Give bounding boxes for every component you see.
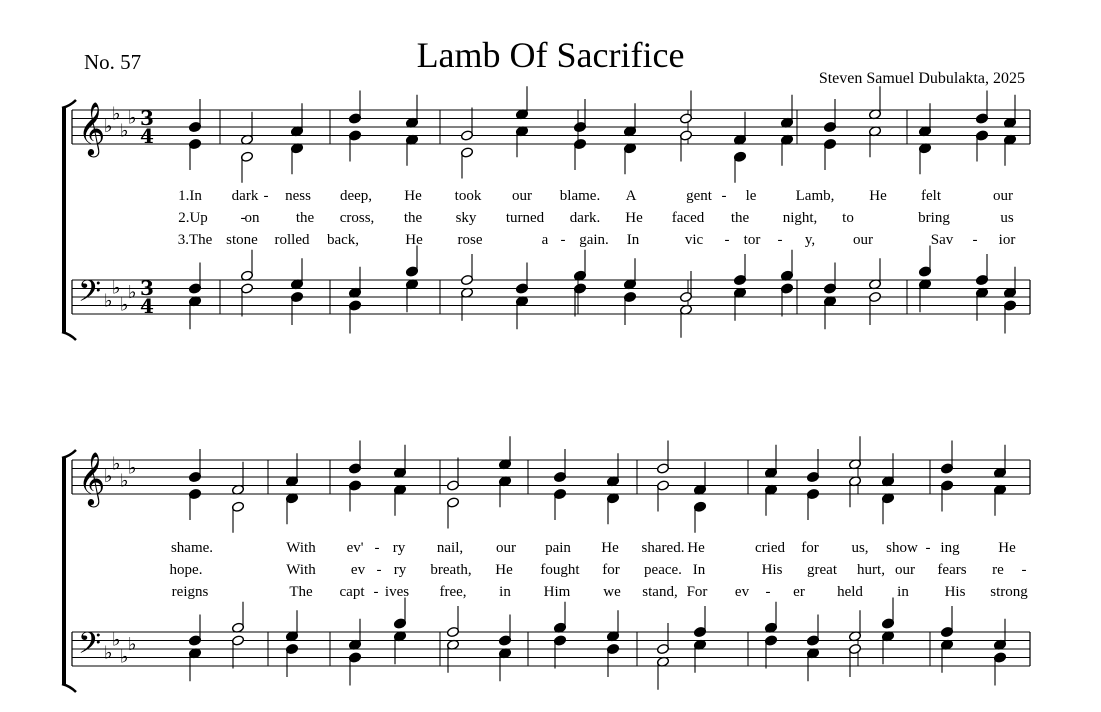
hymn-title: Lamb Of Sacrifice xyxy=(416,35,685,75)
lyric-syllable: A xyxy=(625,188,637,204)
lyric-syllable: in xyxy=(499,584,511,600)
verse-1-line-2 xyxy=(0,540,1101,560)
lyric-syllable: 1.In xyxy=(178,188,202,204)
lyric-syllable: He xyxy=(869,188,887,204)
lyric-syllable: ev xyxy=(734,584,750,600)
lyric-syllable: His xyxy=(761,562,783,578)
time-signature-bottom: 4 xyxy=(140,124,154,148)
lyric-syllable: He xyxy=(495,562,513,578)
flat-icon: ♭ xyxy=(112,103,121,125)
lyric-syllable: y, xyxy=(804,232,816,248)
lyric-hyphen: - xyxy=(925,540,931,556)
verse-2-line-1 xyxy=(0,210,1101,230)
lyric-syllable: ior xyxy=(998,232,1016,248)
lyric-syllable: ness xyxy=(285,188,311,204)
lyric-syllable: cried xyxy=(755,540,785,556)
lyric-syllable: blame. xyxy=(559,188,601,204)
flat-icon: ♭ xyxy=(128,457,137,479)
flat-icon: ♭ xyxy=(120,646,129,668)
lyric-hyphen: - xyxy=(972,232,978,248)
bracket-hook-top xyxy=(62,450,76,458)
lyric-syllable: nail, xyxy=(436,540,464,556)
lyric-hyphen: - xyxy=(240,210,246,226)
lyric-syllable: re xyxy=(992,562,1004,578)
lyric-syllable: deep, xyxy=(339,188,373,204)
lyric-syllable: gent xyxy=(686,188,712,204)
lyric-syllable: dark. xyxy=(569,210,601,226)
lyric-syllable: ives xyxy=(384,584,410,600)
bracket-hook-bottom xyxy=(62,332,76,340)
lyric-syllable: the xyxy=(730,210,750,226)
lyric-syllable: held xyxy=(837,584,863,600)
lyric-syllable: our xyxy=(853,232,873,248)
lyric-syllable: For xyxy=(686,584,708,600)
bass-staff xyxy=(72,598,1030,690)
lyric-syllable: With xyxy=(286,540,316,556)
flat-icon: ♭ xyxy=(104,466,113,487)
lyric-syllable: us xyxy=(1000,210,1014,226)
lyric-syllable: In xyxy=(692,562,706,578)
lyric-syllable: turned xyxy=(505,210,545,226)
verse-3-line-2 xyxy=(0,584,1101,604)
lyric-syllable: faced xyxy=(671,210,705,226)
lyric-hyphen: - xyxy=(373,584,379,600)
lyric-hyphen: - xyxy=(777,232,783,248)
lyric-syllable: He xyxy=(998,540,1016,556)
lyric-hyphen: - xyxy=(560,232,566,248)
lyric-syllable: ing xyxy=(940,540,960,556)
lyric-syllable: vic xyxy=(684,232,704,248)
lyric-syllable: on xyxy=(244,210,260,226)
lyric-syllable: He xyxy=(404,188,422,204)
treble-clef-icon: 𝄞 xyxy=(78,101,106,155)
lyric-syllable: He xyxy=(601,540,619,556)
time-signature-bottom: 4 xyxy=(140,294,154,318)
lyric-hyphen: - xyxy=(263,188,269,204)
lyric-syllable: cross, xyxy=(339,210,375,226)
lyric-syllable: ry xyxy=(392,540,406,556)
lyric-syllable: He xyxy=(405,232,423,248)
flat-icon: ♭ xyxy=(104,642,113,664)
flat-icon: ♭ xyxy=(104,290,113,312)
lyric-syllable: pain xyxy=(545,540,571,556)
lyric-hyphen: - xyxy=(721,188,727,204)
lyric-syllable: le xyxy=(745,188,757,204)
lyric-syllable: In xyxy=(626,232,640,248)
lyric-syllable: free, xyxy=(439,584,467,600)
lyric-hyphen: - xyxy=(765,584,771,600)
lyric-syllable: back, xyxy=(326,232,360,248)
lyric-syllable: tor xyxy=(743,232,761,248)
lyric-syllable: shared. xyxy=(641,540,685,556)
lyric-syllable: the xyxy=(295,210,315,226)
time-signature-top: 3 xyxy=(140,276,154,300)
lyric-syllable: stone xyxy=(226,232,258,248)
lyric-syllable: took xyxy=(454,188,482,204)
flat-icon: ♭ xyxy=(128,281,137,303)
lyric-syllable: hope. xyxy=(169,562,203,578)
hymn-number: No. 57 xyxy=(84,50,142,74)
lyric-syllable: ry xyxy=(393,562,407,578)
lyric-syllable: for xyxy=(801,540,819,556)
flat-icon: ♭ xyxy=(104,116,113,137)
lyric-syllable: for xyxy=(602,562,620,578)
lyric-syllable: our xyxy=(496,540,516,556)
lyric-syllable: sky xyxy=(455,210,477,226)
flat-icon: ♭ xyxy=(120,120,129,142)
lyric-syllable: Sav xyxy=(930,232,954,248)
lyric-syllable: our xyxy=(993,188,1013,204)
lyric-syllable: shame. xyxy=(170,540,214,556)
lyric-syllable: The xyxy=(289,584,313,600)
lyric-syllable: Lamb, xyxy=(795,188,835,204)
treble-staff xyxy=(72,86,1030,183)
lyric-syllable: fought xyxy=(540,562,580,578)
lyric-syllable: night, xyxy=(782,210,818,226)
bass-clef-icon: 𝄢 xyxy=(78,275,102,316)
bass-staff xyxy=(72,246,1030,338)
verse-2-line-2 xyxy=(0,562,1101,582)
lyric-syllable: our xyxy=(895,562,915,578)
treble-staff xyxy=(72,436,1030,533)
lyric-syllable: the xyxy=(403,210,423,226)
composer-credit: Steven Samuel Dubulakta, 2025 xyxy=(818,70,1025,87)
lyric-syllable: ev xyxy=(350,562,366,578)
lyric-hyphen: - xyxy=(1021,562,1027,578)
lyric-syllable: stand, xyxy=(642,584,678,600)
lyric-hyphen: - xyxy=(724,232,730,248)
verse-3-line-1 xyxy=(0,232,1101,252)
lyric-syllable: a xyxy=(541,232,549,248)
flat-icon: ♭ xyxy=(112,277,121,299)
lyric-syllable: to xyxy=(842,210,854,226)
lyric-syllable: hurt, xyxy=(857,562,885,578)
bracket-hook-top xyxy=(62,100,76,108)
flat-icon: ♭ xyxy=(120,294,129,316)
flat-icon: ♭ xyxy=(128,107,137,129)
lyric-syllable: er xyxy=(793,584,805,600)
lyric-syllable: in xyxy=(897,584,909,600)
lyric-syllable: With xyxy=(286,562,316,578)
lyric-syllable: 3.The xyxy=(177,232,213,248)
lyric-syllable: felt xyxy=(921,188,941,204)
lyric-syllable: show xyxy=(886,540,918,556)
lyric-syllable: Him xyxy=(543,584,571,600)
lyric-syllable: us, xyxy=(851,540,869,556)
bracket-hook-bottom xyxy=(62,684,76,692)
lyric-syllable: rose xyxy=(457,232,483,248)
lyric-syllable: 2.Up xyxy=(178,210,208,226)
time-signature-top: 3 xyxy=(140,106,154,130)
lyric-syllable: fears xyxy=(937,562,967,578)
flat-icon: ♭ xyxy=(112,629,121,651)
flat-icon: ♭ xyxy=(120,470,129,492)
treble-clef-icon: 𝄞 xyxy=(78,451,106,505)
flat-icon: ♭ xyxy=(112,453,121,475)
bass-clef-icon: 𝄢 xyxy=(78,627,102,668)
verse-1-line-1 xyxy=(0,188,1101,208)
lyric-syllable: His xyxy=(944,584,966,600)
lyric-hyphen: - xyxy=(374,540,380,556)
lyric-syllable: reigns xyxy=(171,584,209,600)
lyric-syllable: we xyxy=(603,584,621,600)
lyric-syllable: He xyxy=(687,540,705,556)
lyric-syllable: rolled xyxy=(274,232,310,248)
lyric-syllable: strong xyxy=(990,584,1028,600)
lyric-syllable: bring xyxy=(918,210,950,226)
lyric-syllable: peace. xyxy=(644,562,682,578)
lyric-syllable: breath, xyxy=(430,562,472,578)
lyric-hyphen: - xyxy=(376,562,382,578)
lyric-syllable: capt xyxy=(339,584,365,600)
lyric-syllable: dark xyxy=(231,188,259,204)
lyric-syllable: great xyxy=(807,562,837,578)
lyric-syllable: He xyxy=(625,210,643,226)
flat-icon: ♭ xyxy=(128,633,137,655)
lyric-syllable: gain. xyxy=(579,232,609,248)
lyric-syllable: our xyxy=(512,188,532,204)
lyric-syllable: ev' xyxy=(346,540,364,556)
